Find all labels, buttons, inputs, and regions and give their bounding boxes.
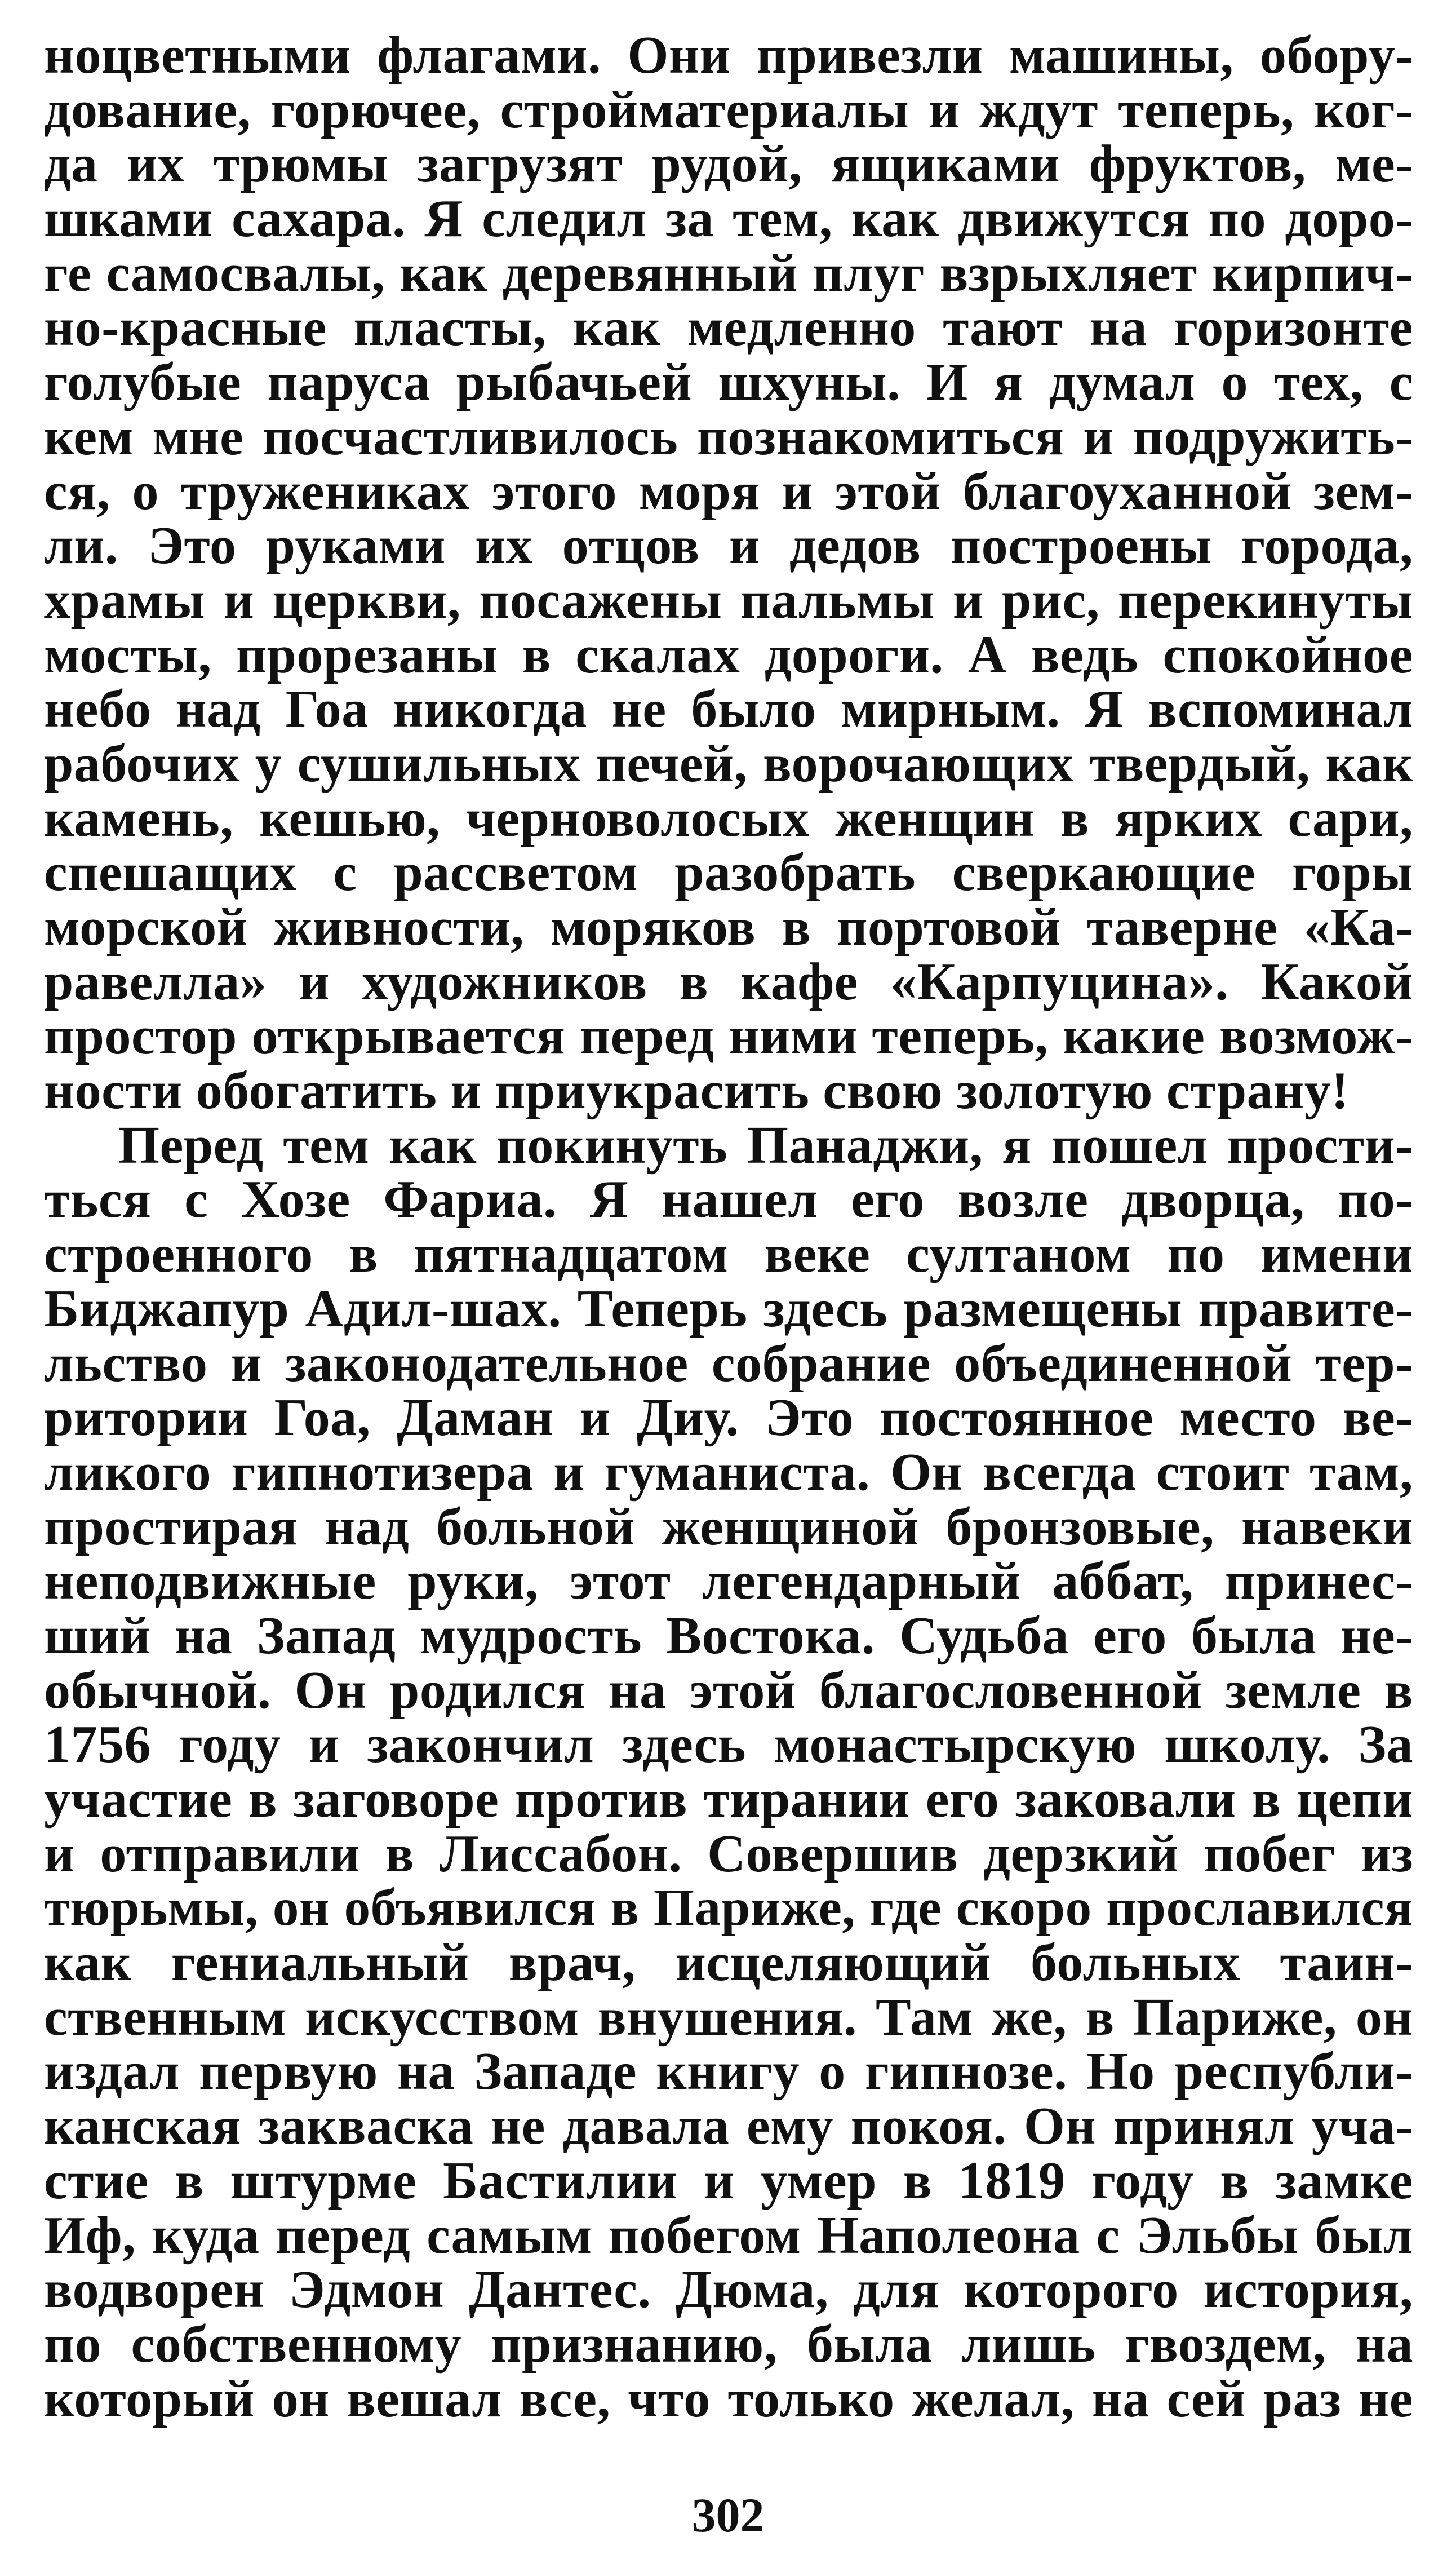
text-line: и отправили в Лиссабон. Совершив дерзкий побег из	[44, 1824, 1413, 1883]
text-line: но-красные пласты, как медленно тают на горизонте	[44, 298, 1413, 357]
text-line: да их трюмы загрузят рудой, ящиками фруктов, ме-	[44, 135, 1413, 194]
text-line: участие в заговоре против тирании его заковали в цепи	[44, 1770, 1413, 1829]
text-line: кем мне посчастливилось познакомиться и подружить-	[44, 407, 1413, 466]
text-line: камень, кешью, черноволосых женщин в ярких сари,	[44, 789, 1413, 848]
text-line: морской живности, моряков в портовой таверне «Ка-	[44, 898, 1413, 957]
text-line: неподвижные руки, этот легендарный аббат, принес-	[44, 1552, 1413, 1611]
text-line: по собственному признанию, была лишь гвоздем, на	[44, 2314, 1413, 2374]
text-line: ться с Хозе Фариа. Я нашел его возле дворца, по-	[44, 1170, 1413, 1229]
paragraph-first-line: Перед тем как покинуть Панаджи, я пошел прости-	[118, 1115, 1413, 1175]
text-line: рабочих у сушильных печей, ворочающих твердый, как	[44, 734, 1413, 793]
text-line: спешащих с рассветом разобрать сверкающие горы	[44, 843, 1413, 902]
text-line: ге самосвалы, как деревянный плуг взрыхляет кирпич-	[44, 243, 1413, 303]
text-line: равелла» и художников в кафе «Карпуцина». Какой	[44, 952, 1413, 1011]
text-line: издал первую на Западе книгу о гипнозе. Но республи-	[44, 2042, 1413, 2101]
text-line: ственным искусством внушения. Там же, в Париже, он	[44, 1987, 1413, 2047]
text-line: храмы и церкви, посажены пальмы и рис, перекинуты	[44, 570, 1413, 630]
text-line: ноцветными флагами. Они привезли машины, обору-	[44, 26, 1413, 85]
body-text	[44, 28, 1413, 2426]
text-line: дование, горючее, стройматериалы и ждут теперь, ког-	[44, 80, 1413, 139]
text-line: льство и законодательное собрание объединенной тер-	[44, 1334, 1413, 1393]
text-line: 1756 году и закончил здесь монастырскую школу. За	[44, 1715, 1413, 1774]
text-line: ликого гипнотизера и гуманиста. Он всегда стоит там,	[44, 1442, 1413, 1502]
text-line: тюрьмы, он объявился в Париже, где скоро прославился	[44, 1879, 1413, 1937]
text-line: простор открывается перед ними теперь, какие возмож-	[44, 1007, 1413, 1066]
text-line: стие в штурме Бастилии и умер в 1819 году в замке	[44, 2151, 1413, 2210]
text-line: строенного в пятнадцатом веке султаном по имени	[44, 1225, 1413, 1284]
text-line: простирая над больной женщиной бронзовые, навеки	[44, 1497, 1413, 1556]
text-line: как гениальный врач, исцеляющий больных таин-	[44, 1933, 1413, 1993]
text-line: голубые паруса рыбачьей шхуны. И я думал о тех, с	[44, 353, 1413, 412]
text-line: ся, о тружениках этого моря и этой благоуханной зем-	[44, 462, 1413, 521]
text-line: небо над Гоа никогда не было мирным. Я вспоминал	[44, 680, 1413, 739]
text-line: мосты, прорезаны в скалах дороги. А ведь спокойное	[44, 625, 1413, 684]
text-line: который он вешал все, что только желал, на сей раз не	[44, 2369, 1413, 2428]
text-line: шками сахара. Я следил за тем, как движутся по доро-	[44, 189, 1413, 249]
text-line: ности обогатить и приукрасить свою золотую страну!	[44, 1061, 1350, 1121]
text-line: обычной. Он родился на этой благословенной земле в	[44, 1661, 1413, 1720]
text-line: Иф, куда перед самым побегом Наполеона с Эльбы был	[44, 2206, 1413, 2265]
text-line: ли. Это руками их отцов и дедов построены города,	[44, 516, 1413, 575]
text-line: водворен Эдмон Дантес. Дюма, для которого история,	[44, 2260, 1413, 2319]
text-line: ритории Гоа, Даман и Диу. Это постоянное место ве-	[44, 1388, 1413, 1447]
text-line: канская закваска не давала ему покоя. Он принял уча-	[44, 2097, 1413, 2156]
page-number: 302	[691, 2488, 765, 2542]
text-line: ший на Запад мудрость Востока. Судьба его была не-	[44, 1606, 1413, 1665]
text-line: Биджапур Адил-шах. Теперь здесь размещены правите-	[44, 1279, 1413, 1338]
